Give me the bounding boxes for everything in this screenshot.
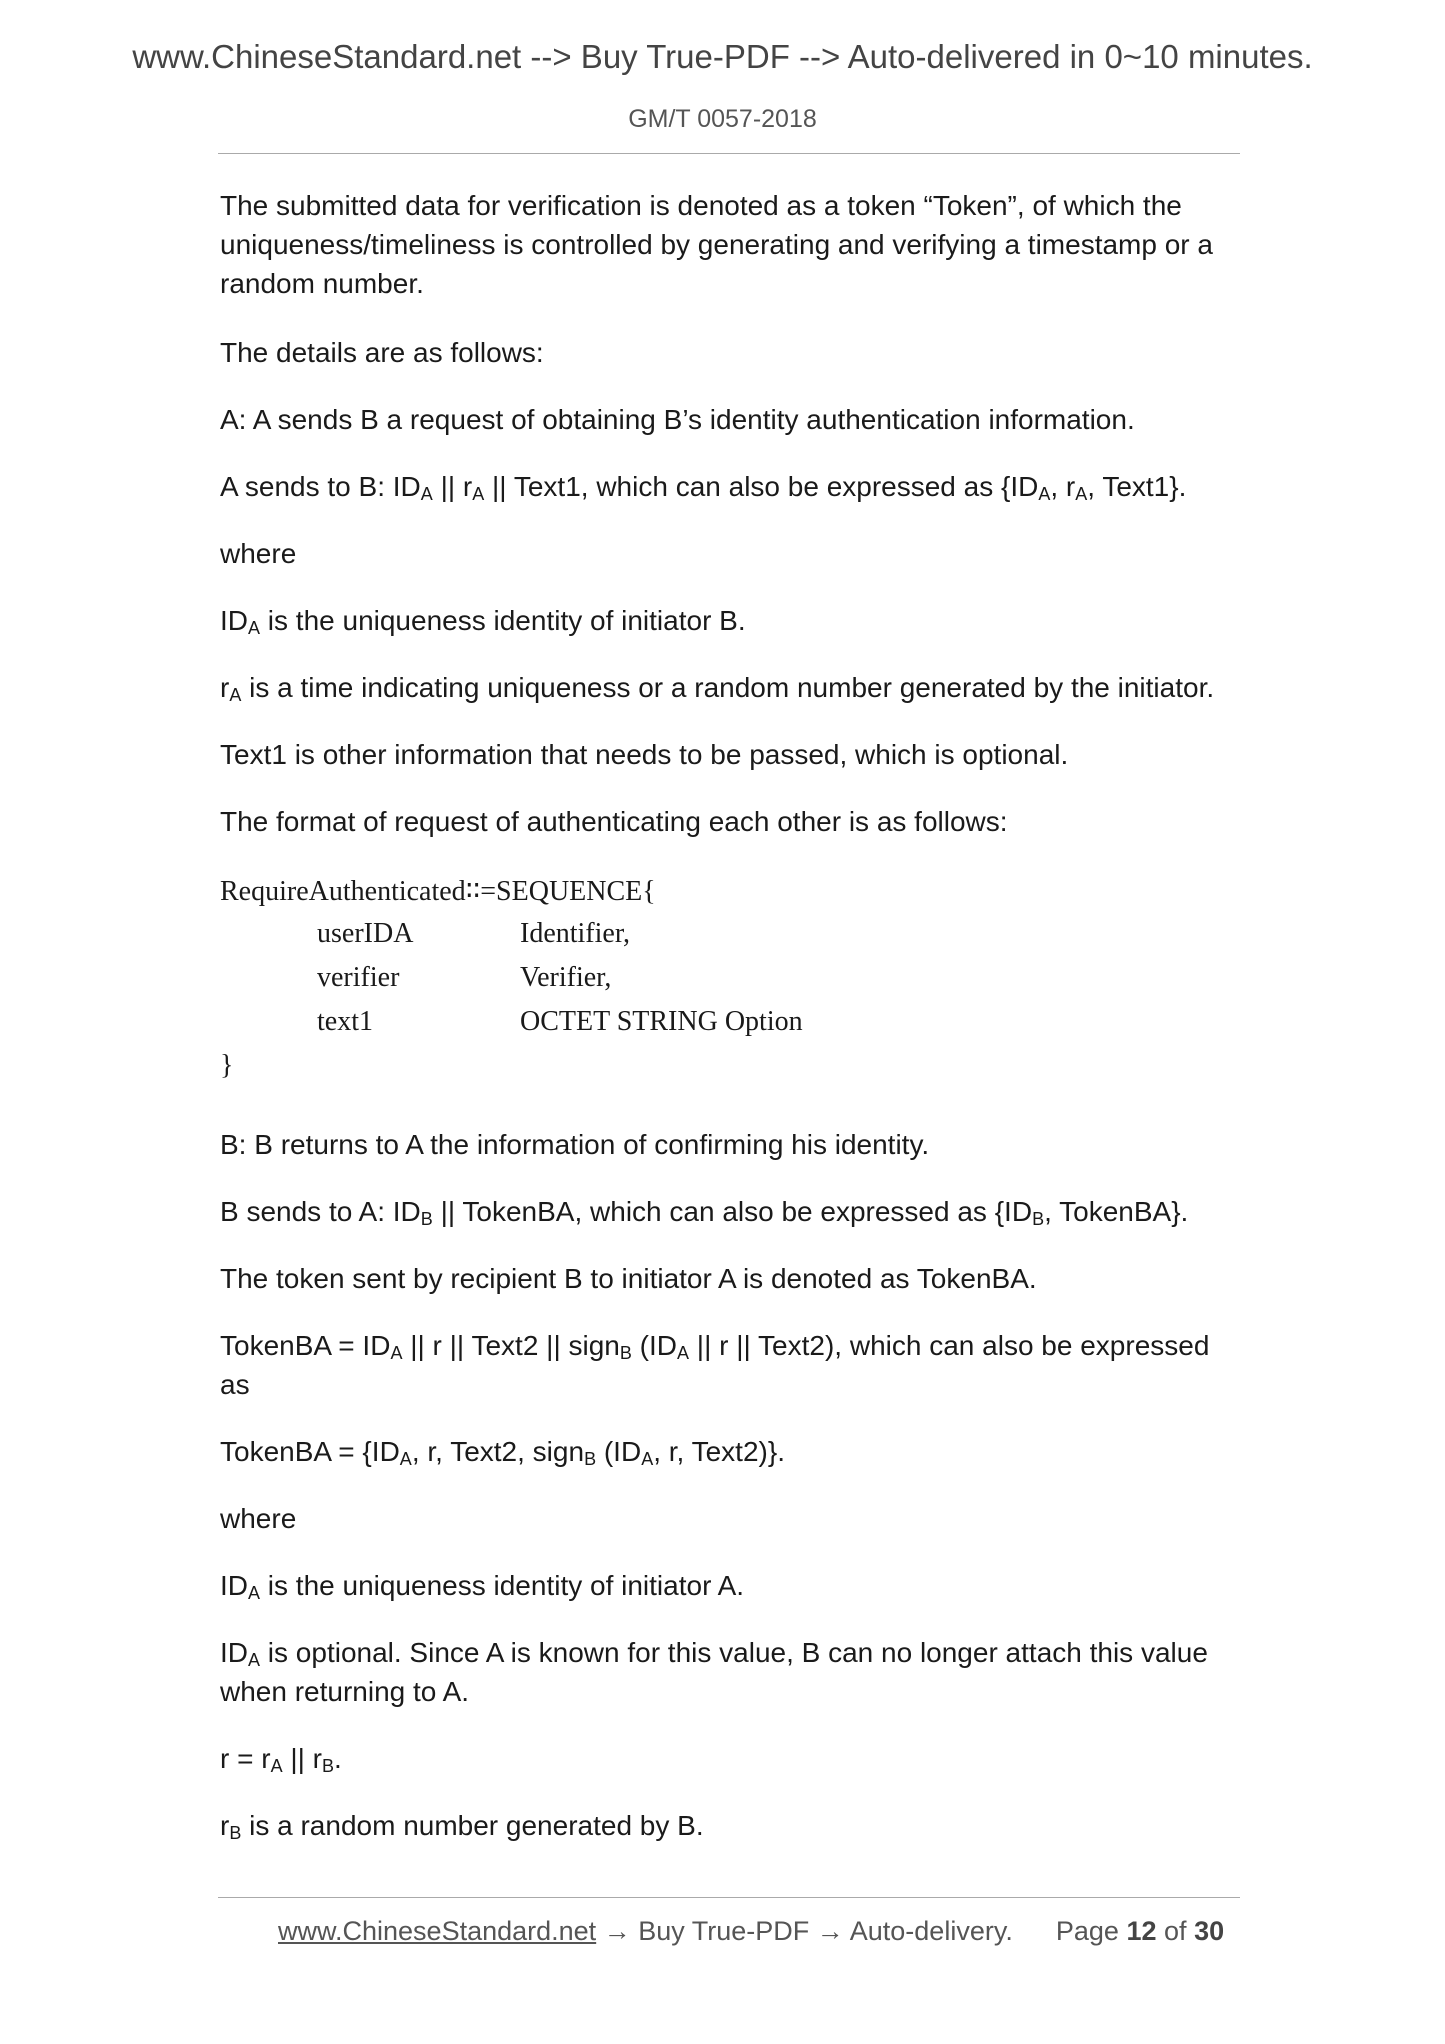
paragraph-rb-def: $r_B$ is a random number generated by B. [220, 1810, 704, 1843]
asn-field-type: Identifier, [520, 918, 631, 949]
asn-field-type: OCTET STRING Option [520, 1006, 803, 1037]
page-total: 30 [1194, 1916, 1225, 1946]
paragraph-step-a: A: A sends B a request of obtaining B’s identity authentication information. [220, 404, 1135, 435]
asn-field-name: verifier [317, 962, 400, 993]
asn-close: } [220, 1050, 234, 1081]
site-banner: www.ChineseStandard.net --> Buy True-PDF --> Auto-delivered in 0~10 minutes. [132, 38, 1313, 75]
footer-divider [218, 1897, 1240, 1898]
asn-head: RequireAuthenticated∶∶=SEQUENCE{ [220, 876, 656, 907]
paragraph-where-2: where [220, 1503, 297, 1534]
paragraph-r-def: $r = r_A$ || $r_B$. [220, 1743, 342, 1776]
page-number: 12 [1126, 1916, 1157, 1946]
footer-text: → Buy True-PDF → Auto-delivery. [603, 1916, 1013, 1946]
asn-field-name: text1 [317, 1006, 373, 1037]
paragraph-token-ba-set: TokenBA = {$ID_A$, r, Text2, sign$_B$ ($ID_A$, r, Text2)}. [220, 1436, 785, 1469]
paragraph-token-ba-formula: TokenBA = $ID_A$ || r || Text2 || sign$_B$ ($ID_A$ || r || Text2), which can also be expressed as [220, 1330, 1210, 1400]
paragraph-a-sends: A sends to B: $ID_A$ || $r_A$ || Text1, which can also be expressed as {$ID_A$, $r_A$, Text1}. [220, 471, 1187, 504]
paragraph-token-ba: The token sent by recipient B to initiator A is denoted as TokenBA. [220, 1263, 1037, 1294]
paragraph-token-intro: The submitted data for verification is denoted as a token “Token”, of which the uniqueness/timeliness is controlled by generating and verifying a timestamp or a random number. [220, 190, 1213, 299]
of-label: of [1164, 1916, 1187, 1946]
paragraph-ida-initiator-a: $ID_A$ is the uniqueness identity of initiator A. [220, 1570, 745, 1603]
r-symbol: r [220, 1743, 230, 1774]
page-footer [278, 1916, 1224, 1947]
paragraph-details: The details are as follows: [220, 337, 544, 368]
paragraph-step-b: B: B returns to A the information of confirming his identity. [220, 1129, 930, 1160]
paragraph-ida-optional: $ID_A$ is optional. Since A is known for this value, B can no longer attach this value when returning to A. [220, 1637, 1208, 1707]
asn-field-type: Verifier, [520, 962, 612, 993]
document-number: GM/T 0057-2018 [628, 105, 817, 133]
paragraph-text1-def: Text1 is other information that needs to be passed, which is optional. [220, 739, 1069, 770]
asn-field-name: userIDA [317, 918, 414, 949]
paragraph-ida-def: $ID_A$ is the uniqueness identity of initiator B. [220, 605, 746, 638]
paragraph-format: The format of request of authenticating each other is as follows: [220, 806, 1008, 837]
paragraph-b-sends: B sends to A: $ID_B$ || TokenBA, which can also be expressed as {$ID_B$, TokenBA}. [220, 1196, 1189, 1229]
footer-link[interactable]: www.ChineseStandard.net [278, 1916, 597, 1946]
page-label: Page [1055, 1916, 1119, 1946]
paragraph-where-1: where [220, 538, 297, 569]
header-divider [218, 153, 1240, 154]
paragraph-ra-def: $r_A$ is a time indicating uniqueness or a random number generated by the initiator. [220, 672, 1215, 705]
